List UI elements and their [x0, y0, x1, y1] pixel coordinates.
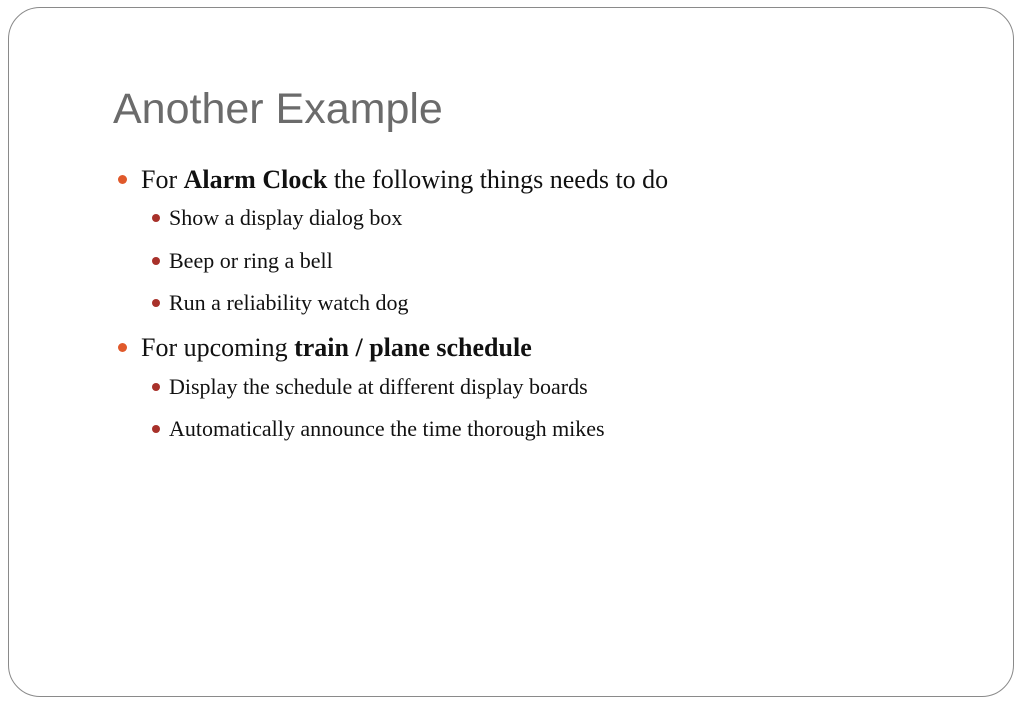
sub-bullet-text: Beep or ring a bell: [169, 247, 333, 273]
bullet-dot-icon: [118, 343, 127, 352]
sub-bullet-text: Run a reliability watch dog: [169, 289, 409, 315]
sub-bullet-item: [113, 248, 993, 274]
sub-bullet-item: [113, 205, 993, 231]
sub-bullet-item: [113, 374, 993, 400]
bullet-prefix: For: [141, 165, 184, 194]
bullet-bold-text: train / plane schedule: [294, 333, 532, 363]
bullet-prefix: For upcoming: [141, 333, 295, 363]
sub-bullet-dot-icon: [152, 425, 160, 433]
bullet-item: [113, 164, 993, 195]
sub-bullet-dot-icon: [152, 383, 160, 391]
bullet-bold-text: Alarm Clock: [183, 165, 328, 194]
slide-title: Another Example: [113, 85, 443, 133]
sub-bullet-item: [113, 290, 993, 316]
bullet-list: [113, 164, 993, 458]
bullet-item: [113, 332, 993, 363]
sub-bullet-item: [113, 416, 993, 442]
bullet-dot-icon: [118, 175, 127, 184]
sub-bullet-dot-icon: [152, 214, 160, 222]
sub-bullet-dot-icon: [152, 299, 160, 307]
sub-bullet-text: Automatically announce the time thorough mikes: [169, 415, 605, 441]
sub-bullet-text: Show a display dialog box: [169, 205, 403, 231]
sub-bullet-text: Display the schedule at different display boards: [169, 373, 588, 399]
bullet-suffix: the following things needs to do: [327, 165, 669, 194]
sub-bullet-dot-icon: [152, 257, 160, 265]
slide: [8, 7, 1014, 697]
